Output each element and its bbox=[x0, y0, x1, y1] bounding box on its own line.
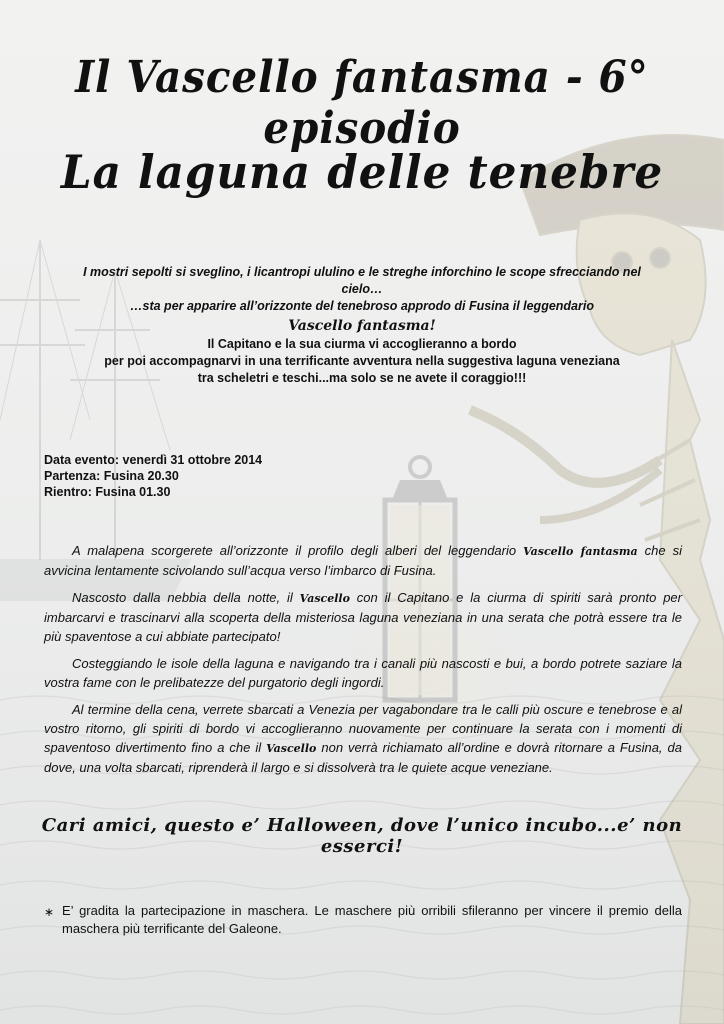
closing-slogan: Cari amici, questo e’ Halloween, dove l’unico incubo...e’ non esserci! bbox=[41, 815, 683, 857]
body-p2-end: con il Capitano e la ciurma di spiriti sarà pronto per imbarcarvi e trascinarvi alla scoperta della misteriosa laguna veneziana in una serata che potrà essere tra le più spaventose a cui abbiate partecipato! bbox=[44, 590, 682, 644]
intro-line-5: tra scheletri e teschi...ma solo se ne avete il coraggio!!! bbox=[197, 371, 527, 385]
body-p1-ship-name: Vascello fantasma bbox=[523, 545, 638, 558]
costume-note bbox=[44, 902, 682, 938]
intro-line-2: …sta per apparire all’orizzonte del tenebroso approdo di Fusina il leggendario bbox=[130, 299, 594, 313]
page-subtitle: La laguna delle tenebre bbox=[60, 145, 664, 199]
intro-line-4: per poi accompagnarvi in una terrificante avventura nella suggestiva laguna veneziana bbox=[104, 354, 620, 368]
body-p4-ship-name: Vascello bbox=[266, 742, 317, 755]
event-date: Data evento: venerdì 31 ottobre 2014 bbox=[44, 453, 263, 467]
body-text bbox=[44, 541, 682, 785]
intro-line-3: Il Capitano e la sua ciurma vi accoglieranno a bordo bbox=[207, 337, 517, 351]
body-p4-end: non verrà richiamato all’ordine e dovrà ritornare a Fusina, da dove, una volta sbarcati, riprenderà il largo e si dissolverà tra le quiete acque veneziane. bbox=[44, 740, 682, 775]
costume-note-text: E’ gradita la partecipazione in maschera. Le maschere più orribili sfileranno per vincere il premio della maschera più terrificante del Galeone. bbox=[62, 903, 682, 936]
page-title: Il Vascello fantasma - 6° episodio bbox=[75, 52, 649, 154]
event-departure: Partenza: Fusina 20.30 bbox=[44, 469, 179, 483]
body-p1-end: che si avvicina lentamente scivolando sull’acqua verso l’imbarco di Fusina. bbox=[44, 543, 682, 578]
body-paragraph-2 bbox=[44, 588, 682, 646]
bullet-icon: ∗ bbox=[44, 905, 55, 919]
body-p4-start: Al termine della cena, verrete sbarcati a Venezia per vagabondare tra le calli più oscure e tenebrose e al vostro ritorno, gli spiriti di bordo vi accoglieranno nuovamente per continuare la serata con i momenti di spaventoso divertimento fino a che il bbox=[44, 702, 682, 755]
body-p1-start: A malapena scorgerete all’orizzonte il profilo degli alberi del leggendario bbox=[72, 543, 517, 558]
intro-block bbox=[80, 264, 644, 387]
body-paragraph-3: Costeggiando le isole della laguna e navigando tra i canali più nascosti e bui, a bordo potrete saziare la vostra fame con le prelibatezze del purgatorio degli ingordi. bbox=[44, 656, 682, 690]
body-paragraph-1 bbox=[44, 541, 682, 580]
event-details bbox=[44, 452, 444, 500]
body-p2-start: Nascosto dalla nebbia della notte, il bbox=[72, 590, 293, 605]
body-p2-ship-name: Vascello bbox=[299, 592, 350, 605]
body-paragraph-4 bbox=[44, 700, 682, 777]
event-return: Rientro: Fusina 01.30 bbox=[44, 485, 171, 499]
intro-ship-name: Vascello fantasma! bbox=[288, 318, 436, 334]
intro-line-1: I mostri sepolti si sveglino, i licantropi ululino e le streghe inforchino le scope sfrecciando nel cielo… bbox=[83, 265, 641, 296]
